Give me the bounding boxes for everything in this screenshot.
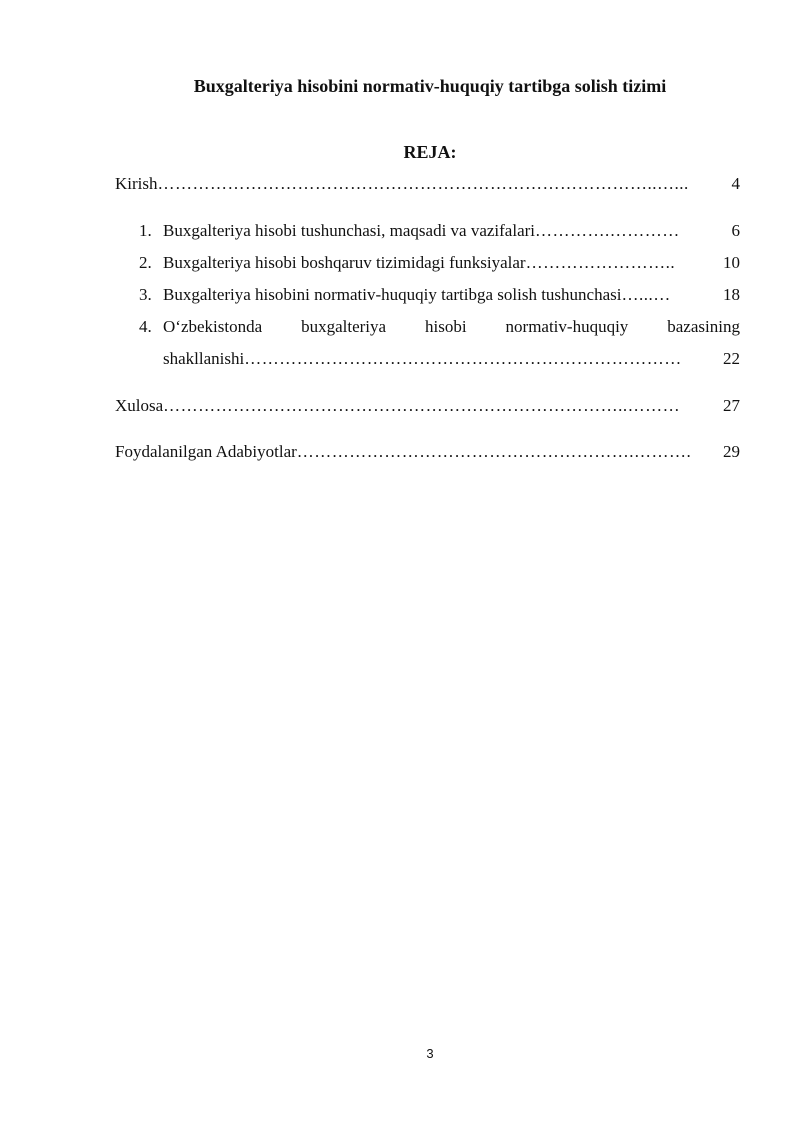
toc-leader-dots: …...…: [621, 285, 671, 304]
toc-entry-label: Buxgalteriya hisobi tushunchasi, maqsadi va vazifalari: [163, 221, 536, 240]
toc-leader-dots: ……………………………………………………………………..………: [163, 396, 681, 415]
toc-entry-label: Xulosa: [115, 396, 164, 415]
toc-page-number: 27: [723, 396, 740, 415]
toc-entry-number: 4.: [139, 317, 152, 336]
page-number: 3: [426, 1046, 434, 1061]
toc-page-number: 4: [731, 174, 740, 193]
toc-entry-label: Buxgalteriya hisobini normativ-huquqiy tartibga solish tushunchasi: [163, 285, 622, 304]
toc-entry-4-continuation[interactable]: [163, 347, 740, 371]
toc-entry-4[interactable]: [163, 315, 740, 339]
toc-entry-label: Foydalanilgan Adabiyotlar: [115, 442, 297, 461]
toc-entry-word: bazasining: [667, 317, 740, 336]
toc-entry-number: 3.: [139, 285, 152, 304]
toc-page-number: 6: [731, 221, 740, 240]
toc-entry-label: Buxgalteriya hisobi boshqaruv tizimidagi funksiyalar: [163, 253, 526, 272]
toc-entry-references[interactable]: [115, 440, 740, 464]
toc-entry-word: hisobi: [425, 317, 467, 336]
toc-entry-intro[interactable]: [115, 172, 740, 196]
toc-leader-dots: …………………………………………………………………: [244, 349, 682, 368]
toc-entry-4-number: [139, 315, 163, 339]
toc-page-number: 18: [723, 285, 740, 304]
toc-entry-2[interactable]: [139, 251, 740, 275]
toc-leader-dots: …………………………………………………………………………..…...: [157, 174, 689, 193]
toc-entry-conclusion[interactable]: [115, 394, 740, 418]
toc-entry-number: 2.: [139, 253, 152, 272]
toc-entry-1[interactable]: [139, 219, 740, 243]
toc-leader-dots: ………….…………: [535, 221, 680, 240]
toc-entry-word: normativ-huquqiy: [505, 317, 629, 336]
toc-page-number: 22: [723, 349, 740, 368]
toc-page-number: 29: [723, 442, 740, 461]
toc-entry-label: Kirish: [115, 174, 158, 193]
toc-leader-dots: ……………………..: [525, 253, 676, 272]
toc-entry-label: shakllanishi: [163, 349, 245, 368]
plan-heading: REJA:: [403, 142, 457, 162]
toc-entry-number: 1.: [139, 221, 152, 240]
document-title: Buxgalteriya hisobini normativ-huquqiy tartibga solish tizimi: [193, 76, 667, 96]
toc-entry-3[interactable]: [139, 283, 740, 307]
toc-leader-dots: ………………………………………………….……….: [296, 442, 692, 461]
toc-entry-word: O‘zbekistonda: [163, 317, 263, 336]
toc-page-number: 10: [723, 253, 740, 272]
toc-entry-word: buxgalteriya: [301, 317, 387, 336]
